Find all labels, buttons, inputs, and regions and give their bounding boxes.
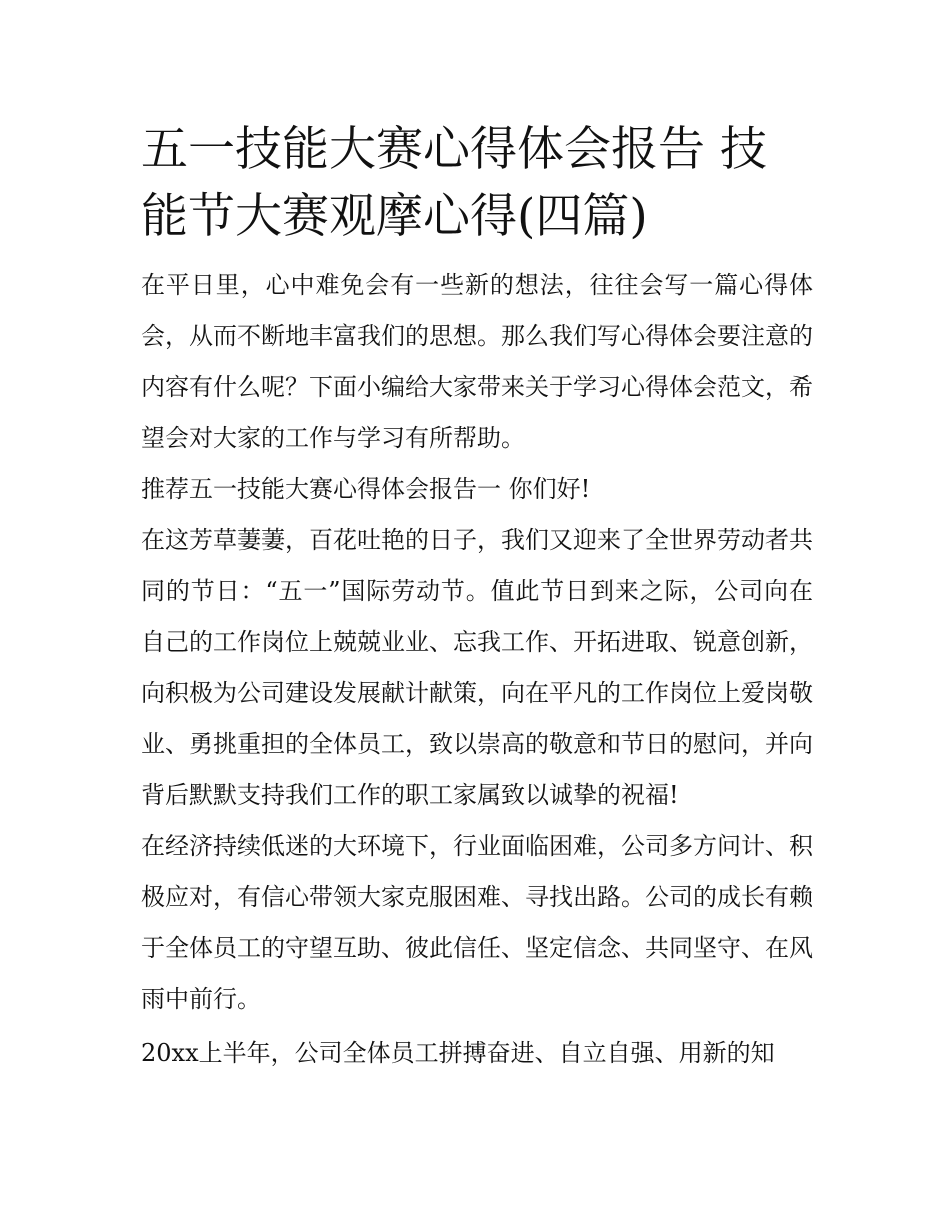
- paragraph-heading-report-one: 推荐五一技能大赛心得体会报告一 你们好!: [141, 475, 591, 503]
- paragraph-greeting: 在这芳草萋萋，百花吐艳的日子，我们又迎来了全世界劳动者共同的节日：“五一”国际劳动节。值此节日到来之际，公司向在自己的工作岗位上兢兢业业、忘我工作、开拓进取、锐意创新，向积极为公司建设发展献计献策，向在平凡的工作岗位上爱岗敬业、勇挑重担的全体员工，致以崇高的敬意和节日的慰问，并向背后默默支持我们工作的职工家属致以诚挚的祝福!: [141, 526, 813, 809]
- document-page: [141, 116, 813, 1079]
- document-title: 五一技能大赛心得体会报告 技能节大赛观摩心得(四篇): [141, 122, 767, 244]
- paragraph-half-year: 20xx上半年，公司全体员工拼搏奋进、自立自强、用新的知: [141, 1039, 775, 1067]
- paragraph-economy: 在经济持续低迷的大环境下，行业面临困难，公司多方问计、积极应对，有信心带领大家克服困难、寻找出路。公司的成长有赖于全体员工的守望互助、彼此信任、坚定信念、共同坚守、在风雨中前行。: [141, 832, 813, 1013]
- paragraph-intro: 在平日里，心中难免会有一些新的想法，往往会写一篇心得体会，从而不断地丰富我们的思想。那么我们写心得体会要注意的内容有什么呢？下面小编给大家带来关于学习心得体会范文，希望会对大家的工作与学习有所帮助。: [141, 271, 813, 452]
